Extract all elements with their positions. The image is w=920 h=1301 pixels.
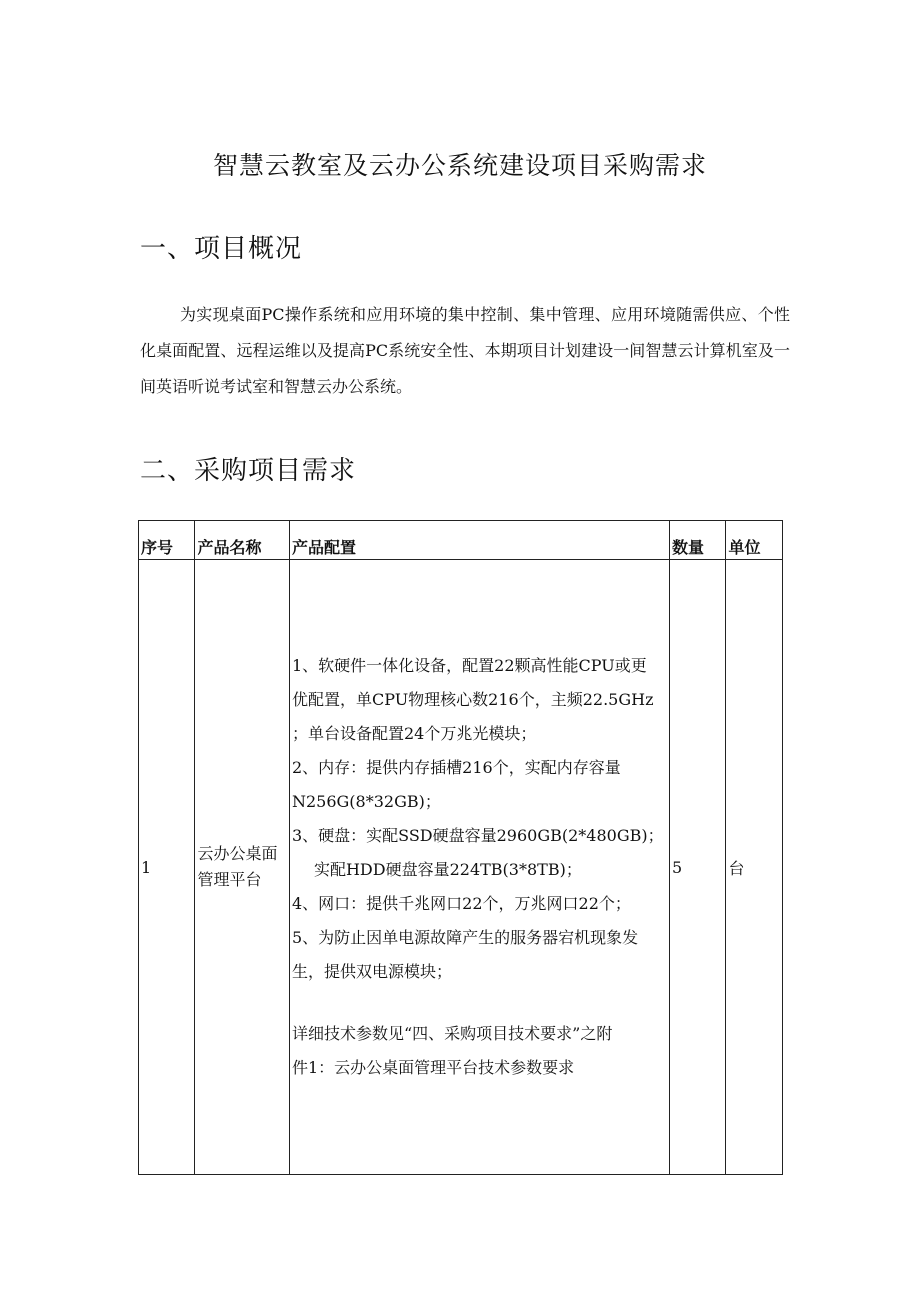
header-unit: 单位 (726, 521, 783, 560)
config-line: 4、网口：提供千兆网口22个，万兆网口22个； (291, 894, 631, 913)
config-line: 优配置，单CPU物理核心数216个，主频22.5GHz (291, 690, 654, 709)
config-note-line: 详细技术参数见“四、采购项目技术要求”之附 (291, 1024, 613, 1043)
config-line: 生，提供双电源模块； (291, 962, 452, 981)
document-title: 智慧云教室及云办公系统建设项目采购需求 (212, 151, 707, 180)
product-name-line: 云办公桌面 (197, 844, 278, 863)
cell-unit: 台 (726, 560, 783, 1175)
config-line: 5、为防止因单电源故障产生的服务器宕机现象发 (291, 928, 639, 947)
header-no: 序号 (139, 521, 195, 560)
product-name-line: 管理平台 (197, 870, 262, 889)
section-heading-requirements: 二、采购项目需求 (140, 456, 357, 486)
config-line: N256G(8*32GB)； (291, 792, 441, 811)
table-header-row (139, 521, 783, 560)
config-line: 3、硬盘：实配SSD硬盘容量2960GB(2*480GB)； (291, 826, 664, 845)
config-line: 实配HDD硬盘容量224TB(3*8TB)； (313, 860, 582, 879)
header-quantity: 数量 (670, 521, 726, 560)
header-product-config: 产品配置 (289, 521, 669, 560)
cell-quantity: 5 (670, 560, 726, 1175)
cell-product-config (289, 560, 669, 1175)
header-product-name: 产品名称 (195, 521, 289, 560)
overview-paragraph: 为实现桌面PC操作系统和应用环境的集中控制、集中管理、应用环境随需供应、个性化桌面配置、远程运维以及提高PC系统安全性、本期项目计划建设一间智慧云计算机室及一间英语听说考试室和智慧云办公系统。 (140, 305, 790, 396)
config-line: ；单台设备配置24个万兆光模块； (291, 724, 537, 743)
config-line: 2、内存：提供内存插槽216个，实配内存容量 (291, 758, 621, 777)
cell-product-name (195, 560, 289, 1175)
config-note-line: 件1：云办公桌面管理平台技术参数要求 (291, 1058, 575, 1077)
config-line: 1、软硬件一体化设备，配置22颗高性能CPU或更 (291, 656, 647, 675)
section-heading-overview: 一、项目概况 (140, 234, 303, 264)
procurement-table (138, 520, 783, 1175)
config-list (292, 649, 667, 989)
cell-no: 1 (139, 560, 195, 1175)
table-row (139, 560, 783, 1175)
config-note (292, 1017, 667, 1085)
